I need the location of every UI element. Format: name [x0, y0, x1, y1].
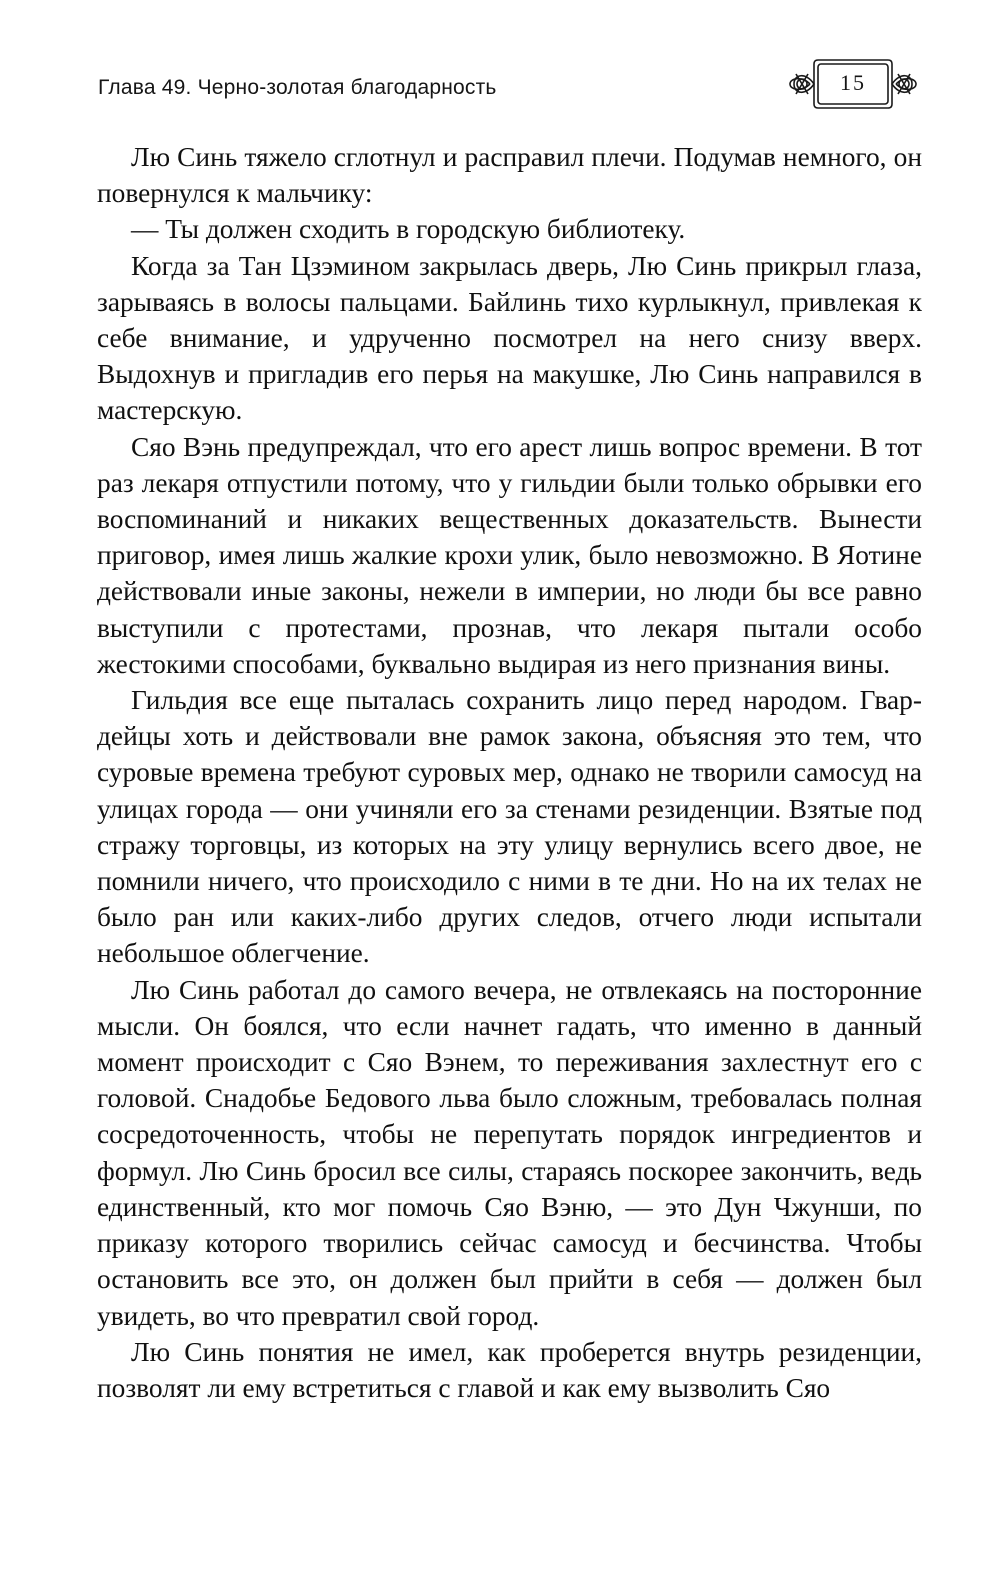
paragraph: — Ты должен сходить в городскую библиотеку.: [131, 214, 686, 245]
page-number: 15: [840, 70, 866, 95]
paragraph: Лю Синь тяжело сглотнул и расправил плечи. Подумав немного, он повернулся к мальчику:: [97, 142, 922, 209]
paragraph: Лю Синь понятия не имел, как проберется внутрь резиденции, позволят ли ему встретиться с главой и как ему вызволить Сяо: [97, 1336, 922, 1403]
body-text: [97, 139, 922, 1406]
running-header: [98, 68, 918, 118]
page-number-ornament: [788, 52, 918, 116]
chapter-title: Глава 49. Черно-золотая благодарность: [98, 76, 497, 99]
paragraph: Гильдия все еще пыталась сохранить лицо перед народом. Гвардейцы хоть и действовали вне рамок закона, объясняя это тем, что суровые времена требуют суровых мер, однако не творили самосуд на улицах города — они учиняли его за стенами резиденции. Взятые под стражу торговцы, из которых на эту улицу вернулись всего двое, не помнили ничего, что происходило с ними в те дни. Но на их телах не было ран или каких-либо других следов, отчего люди испытали небольшое облегчение.: [97, 685, 922, 969]
paragraph: Когда за Тан Цзэмином закрылась дверь, Лю Синь прикрыл глаза, зарываясь в волосы пальцами. Байлинь тихо курлыкнул, привлекая к себе внимание, и удрученно посмотрел на него снизу вверх. Выдохнув и пригладив его перья на макушке, Лю Синь направился в мастерскую.: [97, 250, 922, 426]
paragraph: Лю Синь работал до самого вечера, не отвлекаясь на посторонние мысли. Он боялся, что если начнет гадать, что именно в данный момент происходит с Сяо Вэнем, то переживания захлестнут его с головой. Снадобье Бедового льва было сложным, требовалась полная сосредоточенность, чтобы не перепутать порядок ингредиентов и формул. Лю Синь бросил все силы, стараясь поскорее закончить, ведь единственный, кто мог помочь Сяо Вэню, — это Дун Чжунши, по приказу которого творились сейчас самосуд и бесчинства. Чтобы остановить все это, он должен был прийти в себя — должен был увидеть, во что превратил свой город.: [97, 974, 922, 1331]
paragraph: Сяо Вэнь предупреждал, что его арест лишь вопрос времени. В тот раз лекаря отпустили потому, что у гильдии были только обрывки его воспоминаний и никаких вещественных доказательств. Вынести приговор, имея лишь жалкие крохи улик, было невозможно. В Яотине действовали иные законы, нежели в империи, но люди бы все равно выступили с протестами, прознав, что лекаря пытали особо жестокими способами, буквально выдирая из него признания вины.: [97, 431, 922, 679]
